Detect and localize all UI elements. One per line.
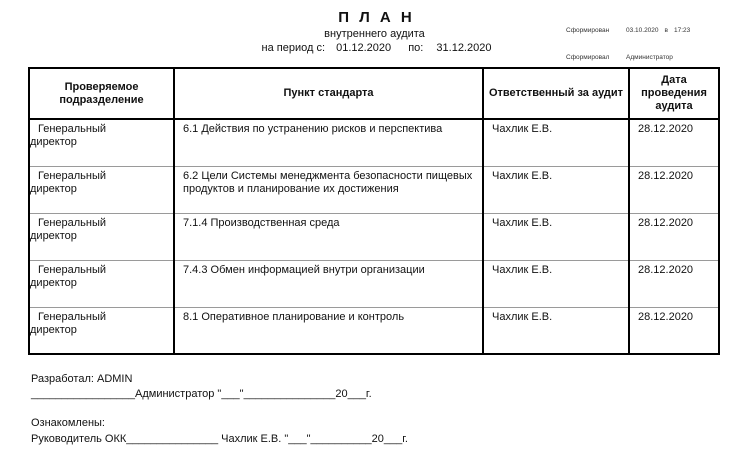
table-row [29, 213, 719, 260]
audit-plan-table [28, 67, 720, 355]
period-label: на период с: [261, 42, 326, 54]
column-header-department: Проверяемое подразделение [29, 68, 174, 119]
table-header-row [29, 68, 719, 119]
period-date-from: 01.12.2020 [336, 42, 392, 54]
cell-standard: 7.1.4 Производственная среда [174, 213, 483, 260]
cell-responsible: Чахлик Е.В. [483, 119, 629, 166]
document-header [0, 9, 739, 55]
cell-department: Генеральный директор [29, 119, 174, 166]
period-line [0, 41, 739, 55]
cell-department: Генеральный директор [29, 260, 174, 307]
generated-by-user: Администратор [626, 54, 673, 61]
column-header-standard: Пункт стандарта [174, 68, 483, 119]
cell-responsible: Чахлик Е.В. [483, 166, 629, 213]
table-row [29, 307, 719, 354]
table-row [29, 119, 719, 166]
cell-date: 28.12.2020 [629, 260, 719, 307]
cell-date: 28.12.2020 [629, 307, 719, 354]
developed-signature-line: _________________Администратор "___"_______________20___г. [31, 388, 372, 400]
cell-date: 28.12.2020 [629, 213, 719, 260]
cell-standard: 8.1 Оперативное планирование и контроль [174, 307, 483, 354]
cell-department: Генеральный директор [29, 213, 174, 260]
acquainted-signature-line: Руководитель ОКК_______________ Чахлик Е.В. "___"__________20___г. [31, 433, 408, 445]
acquainted-heading: Ознакомлены: [31, 417, 105, 429]
generated-date: 03.10.2020 [626, 27, 659, 34]
cell-responsible: Чахлик Е.В. [483, 213, 629, 260]
period-to-label: по: [408, 42, 424, 54]
cell-date: 28.12.2020 [629, 166, 719, 213]
generated-label: Сформирован [566, 27, 610, 34]
cell-responsible: Чахлик Е.В. [483, 260, 629, 307]
column-header-date: Дата проведения аудита [629, 68, 719, 119]
generated-at: в [664, 27, 668, 34]
developed-by-line: Разработал: ADMIN [31, 373, 133, 385]
generated-time: 17:23 [674, 27, 691, 34]
generated-by-label: Сформировал [566, 54, 610, 61]
cell-department: Генеральный директор [29, 307, 174, 354]
cell-standard: 7.4.3 Обмен информацией внутри организации [174, 260, 483, 307]
table-row [29, 260, 719, 307]
table-row [29, 166, 719, 213]
cell-standard: 6.2 Цели Системы менеджмента безопасности пищевых продуктов и планирование их достижения [174, 166, 483, 213]
period-date-to: 31.12.2020 [436, 42, 492, 54]
cell-date: 28.12.2020 [629, 119, 719, 166]
document-subtitle: внутреннего аудита [324, 28, 425, 40]
document-title: П Л А Н [338, 9, 415, 26]
cell-responsible: Чахлик Е.В. [483, 307, 629, 354]
cell-standard: 6.1 Действия по устранению рисков и перспектива [174, 119, 483, 166]
column-header-responsible: Ответственный за аудит [483, 68, 629, 119]
cell-department: Генеральный директор [29, 166, 174, 213]
